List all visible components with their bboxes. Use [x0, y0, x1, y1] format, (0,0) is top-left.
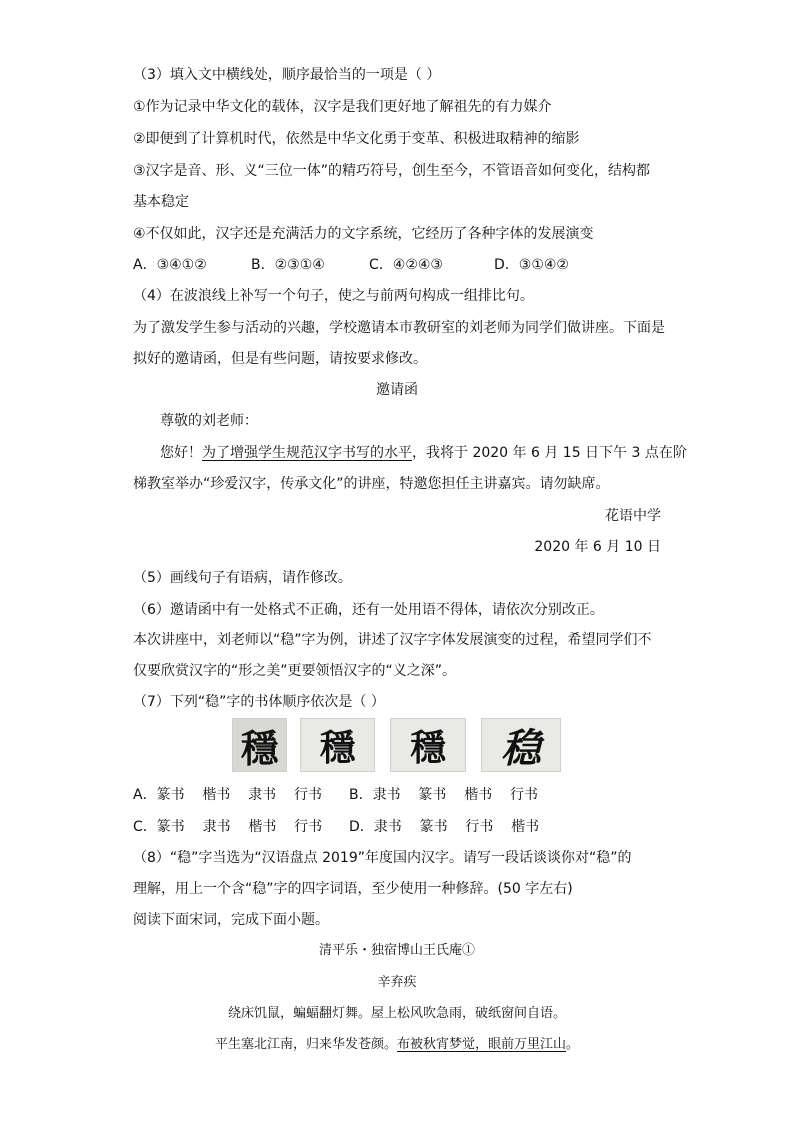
q3-stem: （3）填入文中横线处，顺序最恰当的一项是（ ）	[133, 67, 441, 83]
poem-line-2-start: 平生塞北江南，归来华发苍颜。	[214, 1037, 397, 1052]
underlined-sentence: 为了增强学生规范汉字书写的水平	[202, 445, 412, 461]
poem-title: 清平乐・独宿博山王氏庵①	[318, 943, 475, 958]
q3-sentence-1: ①作为记录中华文化的载体，汉字是我们更好地了解祖先的有力媒介	[133, 99, 552, 115]
q7-option-d: D．隶书 篆书 行书 楷书	[349, 819, 540, 835]
q3-options	[133, 255, 663, 275]
calligraphy-image-3: 穩	[390, 718, 466, 772]
intro-line-1: 为了激发学生参与活动的兴趣，学校邀请本市教研室的刘老师为同学们做讲座。下面是	[133, 320, 665, 336]
q7-options-row-1	[133, 785, 663, 805]
q3-option-d: D．③①④②	[494, 257, 569, 273]
q7-option-c: C．篆书 隶书 楷书 行书	[133, 819, 323, 835]
letter-sender: 花语中学	[605, 508, 661, 524]
poem-line-2	[0, 1035, 794, 1055]
lecture-line-2: 仅要欣赏汉字的“形之美”更要领悟汉字的“义之深”。	[133, 663, 457, 679]
q5-stem: （5）画线句子有语病，请作修改。	[133, 570, 352, 586]
q3-sentence-4: ④不仅如此，汉字还是充满活力的文字系统，它经历了各种字体的发展演变	[133, 226, 594, 242]
poem-author: 辛弃疾	[377, 975, 417, 990]
poem-underlined-phrase: 布被秋宵梦觉，眼前万里江山	[396, 1037, 566, 1052]
reading-intro: 阅读下面宋词，完成下面小题。	[133, 912, 329, 928]
calligraphy-image-2: 穩	[300, 718, 375, 772]
q3-option-b: B．②③①④	[251, 257, 325, 273]
letter-body-1-rest: ，我将于 2020 年 6 月 15 日下午 3 点在阶	[412, 445, 687, 461]
q7-options-row-2	[133, 817, 663, 837]
q3-option-c: C．④②④③	[369, 257, 443, 273]
calligraphy-image-1: 穩	[232, 718, 287, 772]
letter-date: 2020 年 6 月 10 日	[534, 539, 661, 555]
q6-stem: （6）邀请函中有一处格式不正确，还有一处用语不得体，请依次分别改正。	[133, 602, 604, 618]
q8-line-2: 理解，用上一个含“稳”字的四字词语，至少使用一种修辞。(50 字左右)	[133, 881, 573, 897]
letter-title: 邀请函	[376, 382, 418, 398]
q3-option-a: A．③④①②	[133, 257, 207, 273]
letter-salutation: 尊敬的刘老师：	[160, 413, 258, 429]
q7-option-b: B．隶书 篆书 楷书 行书	[349, 787, 539, 803]
q7-stem: （7）下列“稳”字的书体顺序依次是（ ）	[133, 694, 385, 710]
intro-line-2: 拟好的邀请函，但是有些问题，请按要求修改。	[133, 351, 427, 367]
q3-sentence-3a: ③汉字是音、形、义“三位一体”的精巧符号，创生至今，不管语音如何变化，结构都	[133, 163, 651, 179]
lecture-line-1: 本次讲座中，刘老师以“稳”字为例，讲述了汉字字体发展演变的过程，希望同学们不	[133, 632, 652, 648]
letter-body-line-2: 梯教室举办“珍爱汉字，传承文化”的讲座，特邀您担任主讲嘉宾。请勿缺席。	[133, 476, 610, 492]
q3-sentence-2: ②即便到了计算机时代，依然是中华文化勇于变革、积极进取精神的缩影	[133, 131, 580, 147]
letter-body-line-1	[160, 443, 690, 463]
q4-stem: （4）在波浪线上补写一个句子，使之与前两句构成一组排比句。	[133, 288, 534, 304]
poem-line-2-end: 。	[566, 1037, 580, 1052]
q8-line-1: （8）“稳”字当选为“汉语盘点 2019”年度国内汉字。请写一段话谈谈你对“稳”的	[133, 850, 632, 866]
q3-sentence-3b: 基本稳定	[133, 194, 189, 210]
letter-greeting: 您好！	[160, 445, 202, 461]
poem-line-1: 绕床饥鼠，蝙蝠翻灯舞。屋上松风吹急雨，破纸窗间自语。	[227, 1006, 566, 1021]
q7-option-a: A．篆书 楷书 隶书 行书	[133, 787, 322, 803]
calligraphy-image-4: 稳	[481, 718, 561, 772]
